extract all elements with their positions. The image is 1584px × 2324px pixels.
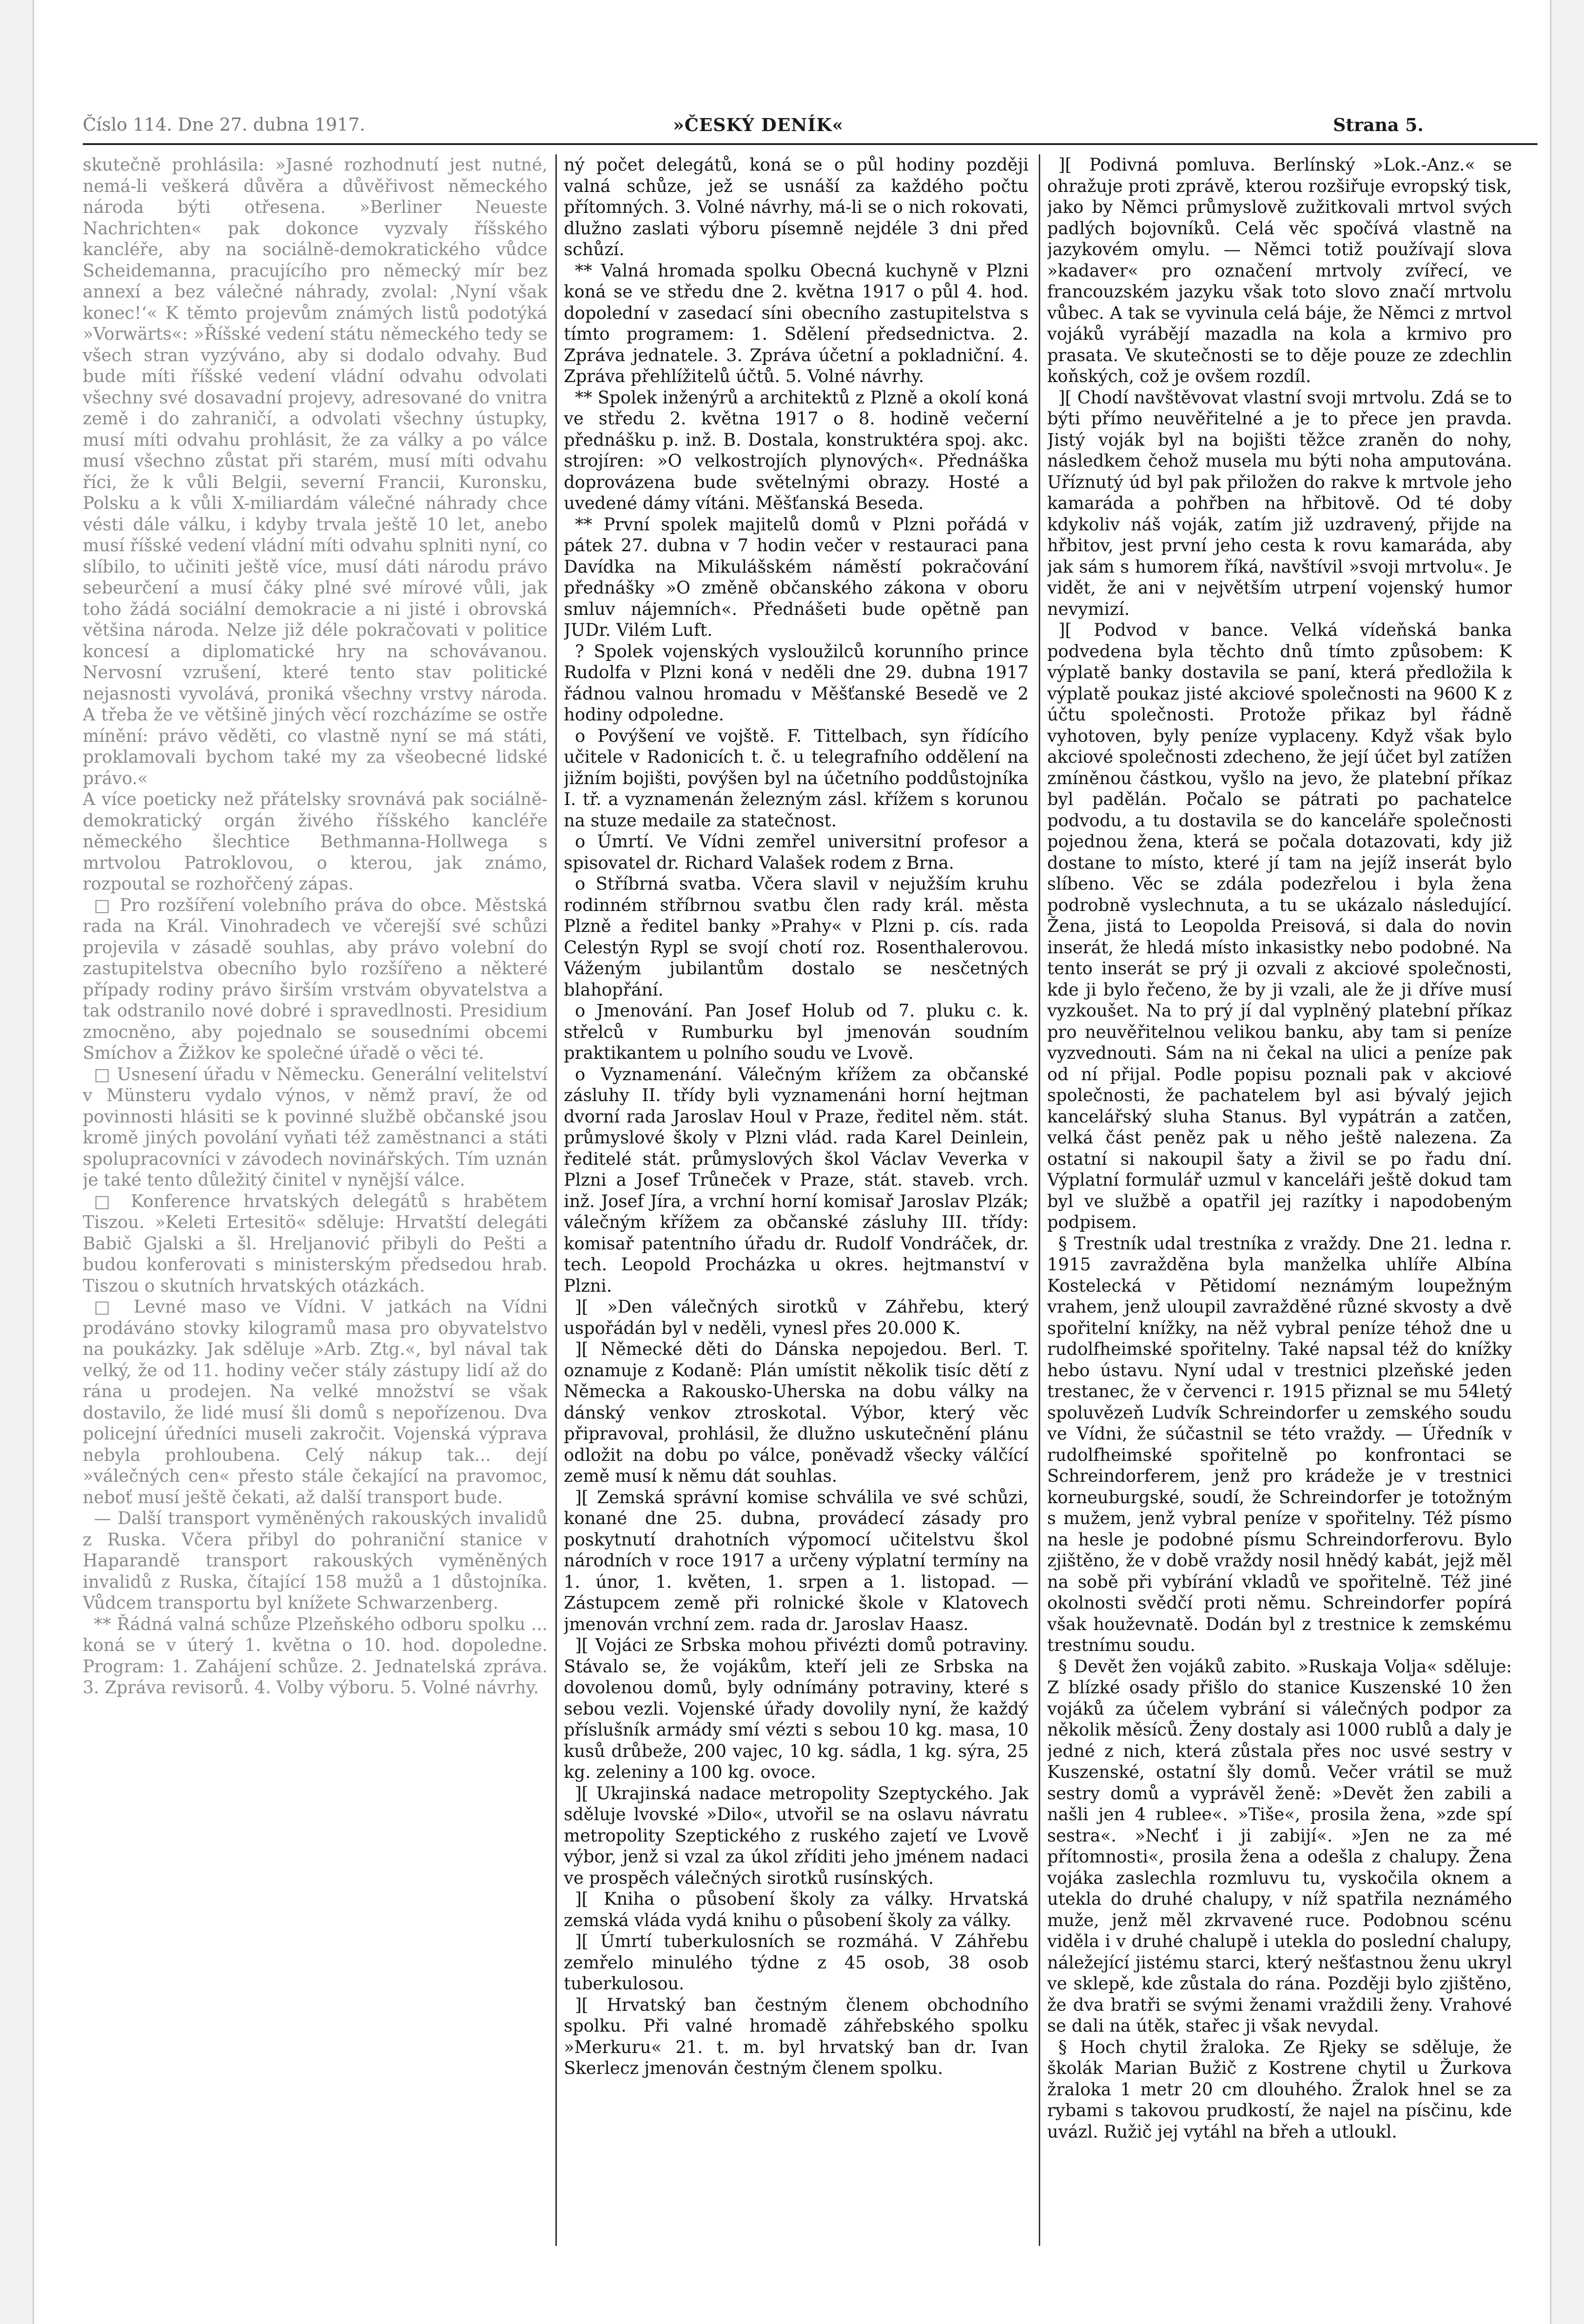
article-paragraph: § Hoch chytil žraloka. Ze Rjeky se sděluje, že školák Marian Bužič z Kostrene chytil u Žurkova žraloka 1 metr 20 cm dlouhého. Žralok hnel se za rybami s takovou prudkostí, že najel na písčinu, kde uvázl. Ružič jej vytáhl na břeh a utloukl.: [1047, 2037, 1512, 2142]
article-paragraph: ][ Podvod v bance. Velká vídeňská banka podvedena byla těchto dnů tímto způsobem: K výplatě banky dostavila se paní, která předložila k výplatě poukaz jisté akciové společnosti na 9600 K z účtu společnosti. Protože přikaz byl řádně vyhotoven, byly peníze vyplaceny. Když však bylo akciové společnosti zdecheno, že její účet byl zatížen zmíněnou částkou, vyšlo na jevo, že platební příkaz byl padělán. Počalo se pátrati po pachatelce podvodu, a tu dostavila se do kanceláře společnosti pojednou žena, která se počala dotazovati, kdy již dostane to místo, které jí tam na jejíž inserát bylo slíbeno. Věc se zdála podezřelou i byla žena podrobně vyslechnuta, a tu se ukázalo následující. Žena, jistá to Leopolda Preisová, si dala do novin inserát, že hledá místo inkasistky nebo podobné. Na tento inserát se prý ji ozvali z akciové společnosti, kde ji bylo řečeno, že by ji vzali, ale že ji dříve musí vyzkoušet. Na to prý jí dal vyplněný platební příkaz pro neuvěřitelnou velikou banku, aby tam si peníze vyzvednouti. Sám na ni čekal na ulici a peníze pak od ní přijal. Podle popisu poznali pak v akciové společnosti, že pachatelem byl asi bývalý jejich kancelářský sluha Stanus. Byl vypátrán a zatčen, velká část peněz pak u něho ještě nalezena. Za ostatní si nakoupil šaty a živil se po řadu dní. Výplatní formulář uzmul v kanceláři ještě dokud tam byl ve službě a opatřil jej razítky i napodobeným podpisem.: [1047, 620, 1512, 1232]
article-paragraph: o Povýšení ve vojště. F. Tittelbach, syn řídícího učitele v Radonicích t. č. u telegrafního oddělení na jižním bojišti, povýšen byl na účetního poddůstojníka I. tř. a vyznamenán železným zásl. křížem s korunou na stuze medaile za statečnost.: [564, 726, 1029, 831]
column-1: [83, 154, 548, 2246]
article-paragraph: ** Řádná valná schůze Plzeňského odboru spolku ... koná se v úterý 1. května o 10. hod. dopoledne. Program: 1. Zahájení schůze. 2. Jednatelská zpráva. 3. Zpráva revisorů. 4. Volby výboru. 5. Volné návrhy.: [83, 1614, 548, 1697]
article-paragraph: ][ Hrvatský ban čestným členem obchodního spolku. Při valné hromadě záhřebského spolku »Merkuru« 21. t. m. byl hrvatský ban dr. Ivan Skerlecz jmenován čestným členem spolku.: [564, 1994, 1029, 2078]
article-paragraph: ][ Německé děti do Dánska nepojedou. Berl. T. oznamuje z Kodaně: Plán umístit několik tisíc dětí z Německa a Rakousko-Uherska na dobu války na dánský venkov ztroskotal. Výbor, který věc připravoval, prohlásil, že dlužno uskutečnění plánu odložit na dobu po válce, poněvadž všecky válčící země musí k němu dát souhlas.: [564, 1339, 1029, 1486]
article-paragraph: § Trestník udal trestníka z vraždy. Dne 21. ledna r. 1915 zavražděna byla manželka uhlíře Albína Kostelecká v Pětidomí neznámým loupežným vrahem, jenž uloupil zavražděné různé skvosty a dvě spořitelní knížky, na něž vybral peníze téhož dne u rudolfheimské spořitelny. Také napsal též do knížky hebo ústavu. Nyní udal v trestnici plzeňské jeden trestanec, že v červenci r. 1915 přiznal se mu 54letý spoluvězeň Ludvík Schreindorfer u zemského soudu ve Vídni, že súčastnil se této vraždy. — Úředník v rudolfheimské spořitelně po konfrontaci se Schreindorferem, jenž pro krádeže je v trestnici korneuburgské, soudí, že Schreindorfer je totožným s mužem, jenž vybral peníze v spořitelny. Též písmo na hesle je podobné písmu Schreindorferovu. Bylo zjištěno, že v době vraždy nosil hnědý kabát, jejž měl na sobě při vybírání vkladů ve spořitelně. Též jiné okolnosti svědčí proti němu. Schreindorfer popírá však houževnatě. Dodán byl z trestnice k zemskému trestnímu soudu.: [1047, 1233, 1512, 1655]
article-paragraph: □ Levné maso ve Vídni. V jatkách na Vídni prodáváno stovky kilogramů masa pro obyvatelstvo na poukázky. Jak sděluje »Arb. Ztg.«, byl nával tak velký, že od 11. hodiny večer stály zástupy lidí až do rána u prodejen. Na velké množství se však dostavilo, že lidé musí šli domů s nepořízenou. Dva policejní úředníci museli zakročit. Vojenská výprava nebyla prohloubena. Celý nákup tak... dejí »válečných cen« přesto stále čekající na pravomoc, neboť musí ještě čekati, až další transport bude.: [83, 1297, 548, 1507]
article-paragraph: o Stříbrná svatba. Včera slavil v nejužším kruhu rodinném stříbrnou svatbu člen rady král. města Plzně a ředitel banky »Prahy« v Plzni p. cís. rada Celestýn Rypl se svojí chotí roz. Rosenthalerovou. Váženým jubilantům dostalo se nesčetných blahopřání.: [564, 874, 1029, 1000]
article-paragraph: □ Konference hrvatských delegátů s hrabětem Tiszou. »Keleti Ertesitö« sděluje: Hrvatští delegáti Babič Gjalski a šl. Hreljanović přibyli do Pešti a budou konferovati s ministerským předsedou hrab. Tiszou o skutních hrvatských otázkách.: [83, 1191, 548, 1296]
right-scan-border: [1550, 0, 1584, 2324]
article-paragraph: ][ »Den válečných sirotků v Záhřebu, který uspořádán byl v neděli, vynesl přes 20.000 K.: [564, 1297, 1029, 1338]
masthead-title: »ČESKÝ DENÍK«: [673, 114, 844, 135]
left-scan-border: [0, 0, 34, 2324]
article-paragraph: ? Spolek vojenských vysloužilců korunního prince Rudolfa v Plzni koná v neděli dne 29. dubna 1917 řádnou valnou hromadu v Měšťanské Besedě ve 2 hodiny odpoledne.: [564, 641, 1029, 725]
column-2: [564, 154, 1029, 2246]
article-paragraph: ][ Ukrajinská nadace metropolity Szeptyckého. Jak sděluje lvovské »Dilo«, utvořil se na oslavu návratu metropolity Szeptického z ruského zajetí ve Lvově výbor, jenž si vzal za úkol zříditi jeho jménem nadaci ve prospěch válečných sirotků rusínských.: [564, 1783, 1029, 1888]
article-paragraph: ** První spolek majitelů domů v Plzni pořádá v pátek 27. dubna v 7 hodin večer v restauraci pana Davídka na Mikulášském náměstí pokračování přednášky »O změně občanského zákona v oboru smluv nájemních«. Přednášeti bude opětně pan JUDr. Vilém Luft.: [564, 514, 1029, 640]
page-number: Strana 5.: [1333, 114, 1424, 135]
article-paragraph: § Devět žen vojáků zabito. »Ruskaja Volja« sděluje: Z blízké osady přišlo do stanice Kuszenské 10 žen vojáků za účelem vybrání si válečných podpor za několik měsíců. Ženy dostaly asi 1000 rublů a daly je jedné z nich, která zůstala přes noc usvé sestry v Kuszenské, ostatní šly domů. Večer vrátil se muž sestry domů a vyprávěl ženě: »Devět žen zabili a našli jen 4 rublee«. »Tiše«, prosila žena, »zde spí sestra«. »Nechť i ji zabijí«. »Jen ne za mé přítomnosti«, prosila žena a odešla z chalupy. Žena vojáka zaslechla rozmluvu tu, vyskočila oknem a utekla do druhé chalupy, v níž spatřila neznámého muže, jenž měl zkrvavené ruce. Podobnou scénu viděla i v druhé chalupě i utekla do poslední chalupy, náležející jistému starci, který nešťastnou ženu ukryl ve sklepě, kde zůstala do rána. Později bylo zjištěno, že dva bratři se svými ženami vraždili ženy. Vrahové se dali na útěk, stařec ji však nevydal.: [1047, 1656, 1512, 2036]
article-paragraph: ][ Zemská správní komise schválila ve své schůzi, konané dne 25. dubna, provádecí zásady pro poskytnutí drahotních výpomocí učitelstvu škol národních v roce 1917 a určeny výplatní termíny na 1. únor, 1. květen, 1. srpen a 1. listopad. — Zástupcem země při rolnické škole v Klatovech jmenován vrchní zem. rada dr. Jaroslav Haasz.: [564, 1487, 1029, 1634]
article-paragraph: ný počet delegátů, koná se o půl hodiny později valná schůze, jež se usnáší za každého počtu přítomných. 3. Volné návrhy, má-li se o nich rokovati, dlužno zaslati výboru písemně nejdéle 3 dni před schůzí.: [564, 155, 1029, 259]
article-paragraph: o Vyznamenání. Válečným křížem za občanské zásluhy II. třídy byli vyznamenáni horní hejtman dvorní rada Jaroslav Houl v Praze, ředitel něm. stát. průmyslové školy v Plzni vlád. rada Karel Deinlein, ředitelé stát. průmyslových škol Václav Veverka v Plzni a Josef Trůneček v Praze, stát. staveb. vrch. inž. Josef Jíra, a vrchní horní komisař Jaroslav Plzák; válečným křížem za občanské zásluhy III. třídy: komisař patentního úřadu dr. Rudolf Vondráček, dr. tech. Leopold Procházka u okres. hejtmanství v Plzni.: [564, 1064, 1029, 1296]
newspaper-page: [36, 0, 1547, 2324]
article-paragraph: o Jmenování. Pan Josef Holub od 7. pluku c. k. střelců v Rumburku byl jmenován soudním praktikantem u polního soudu ve Lvově.: [564, 1001, 1029, 1063]
article-paragraph: □ Usnesení úřadu v Německu. Generální velitelství v Münsteru vydalo výnos, v němž praví, že od povinnosti hlásiti se k povinné službě občanské jsou kromě jiných povolání vyňati též zaměstnanci a státi spolupracovníci v závodech novinářských. Tím uznán je také tento důležitý činitel v nynější válce.: [83, 1064, 548, 1190]
header-rule: [83, 143, 1538, 145]
column-divider: [555, 154, 557, 2246]
article-paragraph: ][ Úmrtí tuberkulosních se rozmáhá. V Záhřebu zemřelo minulého týdne z 45 osob, 38 osob tuberkulosou.: [564, 1931, 1029, 1994]
article-paragraph: ][ Chodí navštěvovat vlastní svoji mrtvolu. Zdá se to býti přímo neuvěřitelné a je to přece jen pravda. Jistý voják byl na bojišti těžce zraněn do nohy, následkem čehož musela mu býti noha amputována. Uříznutý úd byl pak přiložen do rakve k mrtvole jeho kamaráda a pohřben na hřbitově. Od té doby kdykoliv náš voják, zatím již uzdravený, přijde na hřbitov, jest první jeho cesta k rovu kamaráda, aby jak sám s humorem říká, navštívil »svoji mrtvolu«. Je vidět, že ani v největším utrpení vojenský humor nevymizí.: [1047, 387, 1512, 619]
article-paragraph: ** Valná hromada spolku Obecná kuchyně v Plzni koná se ve středu dne 2. května 1917 o půl 4. hod. dopolední v zasedací síni obecního zastupitelstva s tímto programem: 1. Sdělení předsednictva. 2. Zpráva jednatele. 3. Zpráva účetní a pokladniční. 4. Zpráva přehlížitelů účtů. 5. Volné návrhy.: [564, 260, 1029, 386]
article-paragraph: ][ Kniha o působení školy za války. Hrvatská zemská vláda vydá knihu o působení školy za války.: [564, 1889, 1029, 1930]
article-paragraph: skutečně prohlásila: »Jasné rozhodnutí jest nutné, nemá-li veškerá důvěra a důvěřivost německého národa býti otřesena. »Berliner Neueste Nachrichten« pak dokonce vyzvaly říšského kancléře, aby na sociálně-demokratického vůdce Scheidemanna, pracujícího pro německý mír bez annexí a bez válečné náhrady, zvolal: ‚Nyní však konec!‘« K těmto projevům známých listů podotýká »Vorwärts«: »Říšské vedení státu německého tedy se všech stran vyzýváno, aby si dodalo odvahy. Buď bude míti říšské vedení vládní odvahu odvolati všechny své dosavadní projevy, adresované do vnitra země i do zahraničí, a odvolati všechny ústupky, musí míti odvahu prohlásit, že za války a po válce musí všechno zůstat při starém, musí míti odvahu říci, že k vůli Belgii, severní Francii, Kuronsku, Polsku a k vůli X-miliardám válečné náhrady chce vésti dále válku, i kdyby trvala ještě 10 let, anebo musí říšské vedení vládní míti odvahu splniti nyní, co slíbilo, to učiniti ještě více, musí dáti národu právo sebeurčení a musí čáky plné své mírové vůli, jak toho žádá sociální demokracie a ni jisté i obrovská většina národa. Nelze již déle pokračovati v politice koncesí a diplomatické hry na schovávanou. Nervosní vzrušení, které tento stav politické nejasnosti vyvolává, proniká všechny vrstvy národa. A třeba že ve většině jiných věcí rozcházíme se ostře mínění: právo věděti, co vlastně nyní se má státi, proklamovali bychom také my za všeobecné lidské právo.«: [83, 155, 548, 788]
article-paragraph: ][ Vojáci ze Srbska mohou přivézti domů potraviny. Stávalo se, že vojákům, kteří jeli ze Srbska na dovolenou domů, byly odnímány potraviny, které s sebou vezli. Vojenské úřady dovolily nyní, že každý příslušník armády smí vézti s sebou 10 kg. masa, 10 kusů drůbeže, 200 vajec, 10 kg. sádla, 1 kg. sýra, 25 kg. zeleniny a 100 kg. ovoce.: [564, 1635, 1029, 1782]
article-paragraph: ][ Podivná pomluva. Berlínský »Lok.-Anz.« se ohražuje proti zprávě, kterou rozšiřuje evropský tisk, jako by Němci průmyslově zužitkovali mrtvol svých padlých bojovníků. Celá věc spočívá vlastně na jazykovém omylu. — Němci totiž používají slova »kadaver« pro označení mrtvoly zvířecí, ve francouzském jazyku však toto slovo značí mrtvolu vůbec. A tak se vyvinula celá báje, že Němci z mrtvol vojáků vyrábějí mazadla na kola a krmivo pro prasata. Ve skutečnosti se to děje pouze ze zdechlin koňských, což je ovšem rozdíl.: [1047, 155, 1512, 386]
article-paragraph: □ Pro rozšíření volebního práva do obce. Městská rada na Král. Vinohradech ve včerejší své schůzi projevila v zásadě souhlas, aby právo volební do zastupitelstva obecního bylo rozšířeno a některé případy rodiny právo širším vrstvám obyvatelstva a tak odstranilo nové dobré i spravedlnosti. Presidium zmocněno, aby pojednalo se sousedními obcemi Smíchov a Žižkov ke společné úřadě o věci té.: [83, 895, 548, 1063]
article-paragraph: ** Spolek inženýrů a architektů z Plzně a okolí koná ve středu 2. května 1917 o 8. hodině večerní přednášku p. inž. B. Dostala, konstruktéra spoj. akc. strojíren: »O velkostrojích plynových«. Přednáška doprovázena bude světelnými obrazy. Hosté a uvedené dámy vítáni. Měšťanská Beseda.: [564, 387, 1029, 513]
article-paragraph: — Další transport vyměněných rakouských invalidů z Ruska. Včera přibyl do pohraniční stanice v Haparandě transport rakouských vyměněných invalidů z Ruska, čítající 158 mužů a 1 důstojníka. Vůdcem transportu byl knížete Schwarzenberg.: [83, 1508, 548, 1613]
column-3: [1047, 154, 1512, 2246]
column-divider: [1039, 154, 1040, 2246]
article-paragraph: o Úmrtí. Ve Vídni zemřel universitní profesor a spisovatel dr. Richard Valašek rodem z Brna.: [564, 832, 1029, 873]
issue-date: Číslo 114. Dne 27. dubna 1917.: [83, 114, 365, 135]
article-paragraph: A více poeticky než přátelsky srovnává pak sociálně-demokratický orgán živého říšského kancléře německého šlechtice Bethmanna-Hollwega s mrtvolou Patroklovou, o kterou, jak známo, rozpoutal se rozhořčený zápas.: [83, 789, 548, 894]
